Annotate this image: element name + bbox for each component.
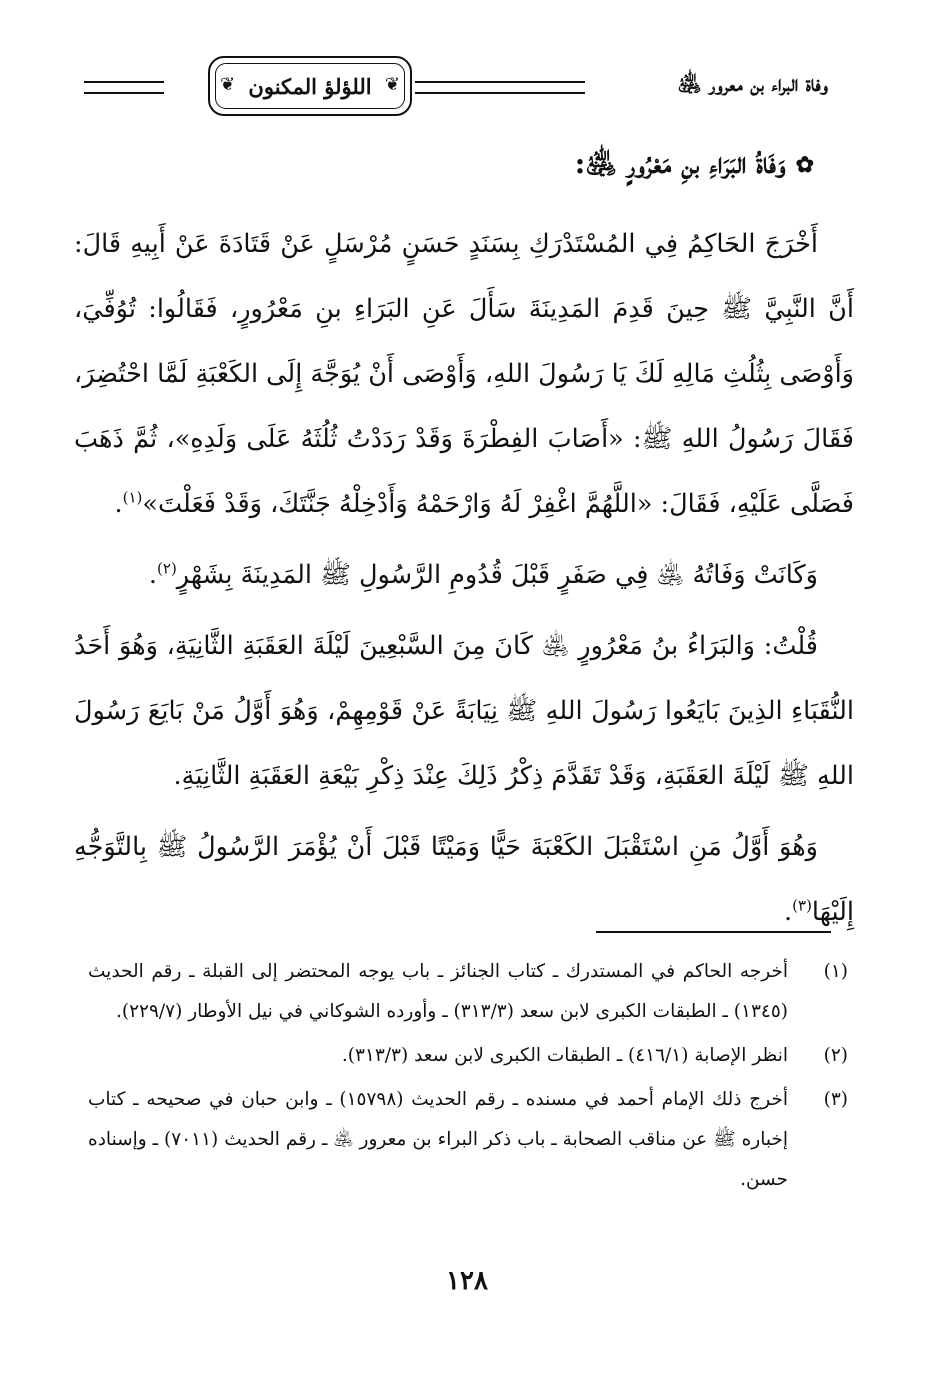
- footnote: [88, 1036, 848, 1076]
- paragraph-text: وَكَانَتْ وَفَاتُهُ ﵁ فِي صَفَرٍ قَبْلَ قُدُومِ الرَّسُولِ ﷺ المَدِينَةَ بِشَهْرٍ: [176, 560, 818, 590]
- footnote: [88, 1080, 848, 1200]
- book-title: اللؤلؤ المكنون: [248, 73, 372, 99]
- header-double-rule: [415, 81, 585, 94]
- paragraph-end: .: [784, 897, 793, 927]
- paragraph: [74, 614, 854, 809]
- footnote: [88, 952, 848, 1032]
- book-title-badge: [208, 56, 412, 116]
- paragraph-end: .: [114, 489, 123, 519]
- footnote-number: (١): [823, 961, 848, 982]
- footnote-ref[interactable]: (١): [122, 488, 143, 507]
- section-heading: [575, 146, 814, 188]
- ornament-icon: ❦: [220, 74, 236, 95]
- running-header: [84, 56, 828, 114]
- paragraph-text: وَهُوَ أَوَّلُ مَنِ اسْتَقْبَلَ الكَعْبَةَ حَيًّا وَمَيْتًا قَبْلَ أَنْ يُؤْمَرَ الرَّسُولُ ﷺ بِالتَّوَجُّهِ إِلَيْهَا: [74, 832, 854, 927]
- paragraph-text: أَخْرَجَ الحَاكِمُ فِي المُسْتَدْرَكِ بِسَنَدٍ حَسَنٍ مُرْسَلٍ عَنْ قَتَادَةَ عَنْ أَبِيهِ قَالَ: أَنَّ النَّبِيَّ ﷺ حِينَ قَدِمَ المَدِينَةَ سَأَلَ عَنِ البَرَاءِ بنِ مَعْرُورٍ، فَقَالُوا: تُوُفِّيَ، وَأَوْصَى بِثُلُثِ مَالِهِ لَكَ يَا رَسُولَ اللهِ، وَأَوْصَى أَنْ يُوَجَّهَ إِلَى الكَعْبَةِ لَمَّا احْتُضِرَ، فَقَالَ رَسُولُ اللهِ ﷺ: «أَصَابَ الفِطْرَةَ وَقَدْ رَدَدْتُ ثُلُثَهُ عَلَى وَلَدِهِ»، ثُمَّ ذَهَبَ فَصَلَّى عَلَيْهِ، فَقَالَ: «اللَّهُمَّ اغْفِرْ لَهُ وَارْحَمْهُ وَأَدْخِلْهُ جَنَّتَكَ، وَقَدْ فَعَلْتَ»: [74, 229, 854, 519]
- footnote-text: أخرج ذلك الإمام أحمد في مسنده ـ رقم الحديث (١٥٧٩٨) ـ وابن حبان في صحيحه ـ كتاب إخباره ﷺ عن مناقب الصحابة ـ باب ذكر البراء بن معرور ﵁ ـ رقم الحديث (٧٠١١) ـ وإسناده حسن.: [88, 1089, 788, 1190]
- footnote-text: انظر الإصابة (٤١٦/١) ـ الطبقات الكبرى لابن سعد (٣١٣/٣).: [341, 1045, 788, 1066]
- footnote-number: (٢): [823, 1045, 848, 1066]
- section-heading-text: وَفَاةُ البَرَاءِ بنِ مَعْرُورٍ ﵁:: [574, 146, 786, 180]
- footnote-separator: [596, 931, 831, 933]
- footnote-ref[interactable]: (٢): [157, 559, 177, 578]
- paragraph: [74, 815, 854, 945]
- page-number: ١٢٨: [446, 1266, 488, 1296]
- header-double-rule: [84, 81, 164, 94]
- ornament-icon: ❦: [384, 74, 400, 95]
- paragraph: [74, 212, 854, 537]
- footnote-ref[interactable]: (٣): [792, 896, 812, 915]
- paragraph-text: قُلْتُ: وَالبَرَاءُ بنُ مَعْرُورٍ ﵁ كَانَ مِنَ السَّبْعِينَ لَيْلَةَ العَقَبَةِ الثَّانِيَةِ، وَهُوَ أَحَدُ النُّقَبَاءِ الذِينَ بَايَعُوا رَسُولَ اللهِ ﷺ نِيَابَةً عَنْ قَوْمِهِمْ، وَهُوَ أَوَّلُ مَنْ بَايَعَ رَسُولَ اللهِ ﷺ لَيْلَةَ العَقَبَةِ، وَقَدْ تَقَدَّمَ ذِكْرُ ذَلِكَ عِنْدَ ذِكْرِ بَيْعَةِ العَقَبَةِ الثَّانِيَةِ.: [74, 631, 854, 791]
- body-text: [74, 212, 854, 945]
- footnotes: [88, 952, 848, 1200]
- flower-bullet-icon: ✿: [795, 152, 814, 178]
- footnote-text: أخرجه الحاكم في المستدرك ـ كتاب الجنائز ـ باب يوجه المحتضر إلى القبلة ـ رقم الحديث (١٣٤٥) ـ الطبقات الكبرى لابن سعد (٣١٣/٣) ـ وأورده الشوكاني في نيل الأوطار (٢٢٩/٧).: [88, 961, 788, 1022]
- chapter-title: وفاة البراء بن معرور ﵁: [677, 71, 828, 97]
- paragraph-end: .: [148, 560, 158, 590]
- paragraph: [74, 543, 854, 608]
- footnote-number: (٣): [823, 1089, 848, 1110]
